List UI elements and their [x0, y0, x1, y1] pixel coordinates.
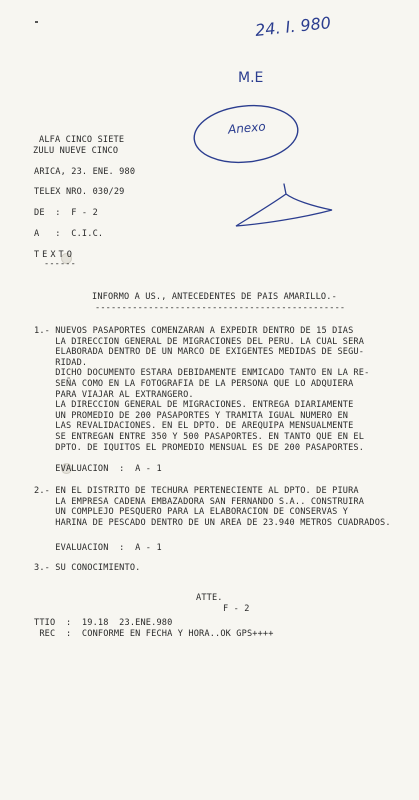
- closing-atte: ATTE.: [196, 593, 223, 603]
- item-1-line: RIDAD.: [34, 357, 88, 368]
- circle-annotation: [190, 100, 310, 170]
- transmission-time: TTIO : 19.18 23.ENE.980: [34, 618, 173, 628]
- item-2-line: HARINA DE PESCADO DENTRO DE UN AREA DE 23.940 METROS CUADRADOS.: [34, 517, 391, 528]
- item-1-line: LAS REVALIDACIONES. EN EL DPTO. DE AREQUIPA MENSUALMENTE: [34, 421, 354, 432]
- item-1-line: DPTO. DE IQUITOS EL PROMEDIO MENSUAL ES DE 200 PASAPORTES.: [34, 442, 365, 453]
- signer: F - 2: [223, 604, 250, 614]
- handwritten-check-mark: [232, 180, 342, 240]
- subject-line: INFORMO A US., ANTECEDENTES DE PAIS AMARILLO.-: [92, 292, 337, 302]
- item-1-paragraph: [34, 326, 369, 453]
- from-line: DE : F - 2: [34, 208, 98, 218]
- place-date: ARICA, 23. ENE. 980: [34, 167, 136, 177]
- item-2-line: LA EMPRESA CADENA EMBAZADORA SAN FERNANDO S.A.. CONSTRUIRA: [34, 496, 365, 507]
- item-1-line: 1.- NUEVOS PASAPORTES COMENZARAN A EXPEDIR DENTRO DE 15 DIAS: [34, 326, 354, 336]
- item-1-line: SE ENTREGAN ENTRE 350 Y 500 PASAPORTES. EN TANTO QUE EN EL: [34, 431, 365, 442]
- header-line-1: ALFA CINCO SIETE: [39, 135, 125, 145]
- circled-note: Anexo: [227, 119, 267, 137]
- subject-rule: -----------------------------------------------: [95, 303, 346, 313]
- item-1-line: SEÑA COMO EN LA FOTOGRAFIA DE LA PERSONA QUE LO ADQUIERA: [34, 378, 354, 389]
- item-2-line: UN COMPLEJO PESQUERO PARA LA ELABORACION DE CONSERVAS Y: [34, 507, 349, 518]
- reception-line: REC : CONFORME EN FECHA Y HORA..OK GPS++++: [34, 629, 274, 639]
- handwritten-initials: M.E: [238, 70, 264, 86]
- item-1-line: LA DIRECCION GENERAL DE MIGRACIONES. ENTREGA DIARIAMENTE: [34, 400, 354, 411]
- item-3: 3.- SU CONOCIMIENTO.: [34, 563, 141, 573]
- evaluation-1: EVALUACION : A - 1: [34, 464, 162, 474]
- item-2-line: 2.- EN EL DISTRITO DE TECHURA PERTENECIENTE AL DPTO. DE PIURA: [34, 486, 359, 496]
- telex-number: TELEX NRO. 030/29: [34, 187, 125, 197]
- item-1-line: UN PROMEDIO DE 200 PASAPORTES Y TRAMITA IGUAL NUMERO EN: [34, 410, 349, 421]
- item-1-line: LA DIRECCION GENERAL DE MIGRACIONES DEL PERU. LA CUAL SERA: [34, 336, 365, 347]
- evaluation-2: EVALUACION : A - 1: [34, 543, 162, 553]
- handwritten-date: 24. I. 980: [254, 13, 332, 40]
- texto-underline: ------: [44, 259, 76, 269]
- texto-label: TEXTO: [34, 250, 75, 260]
- item-1-line: ELABORADA DENTRO DE UN MARCO DE EXIGENTES MEDIDAS DE SEGU-: [34, 347, 365, 358]
- item-1-line: DICHO DOCUMENTO ESTARA DEBIDAMENTE ENMICADO TANTO EN LA RE-: [34, 368, 370, 379]
- header-line-2: ZULU NUEVE CINCO: [33, 146, 119, 156]
- to-line: A : C.I.C.: [34, 229, 104, 239]
- item-1-line: PARA VIAJAR AL EXTRANGERO.: [34, 389, 194, 400]
- item-2-paragraph: [34, 486, 391, 528]
- corner-mark: [35, 21, 38, 23]
